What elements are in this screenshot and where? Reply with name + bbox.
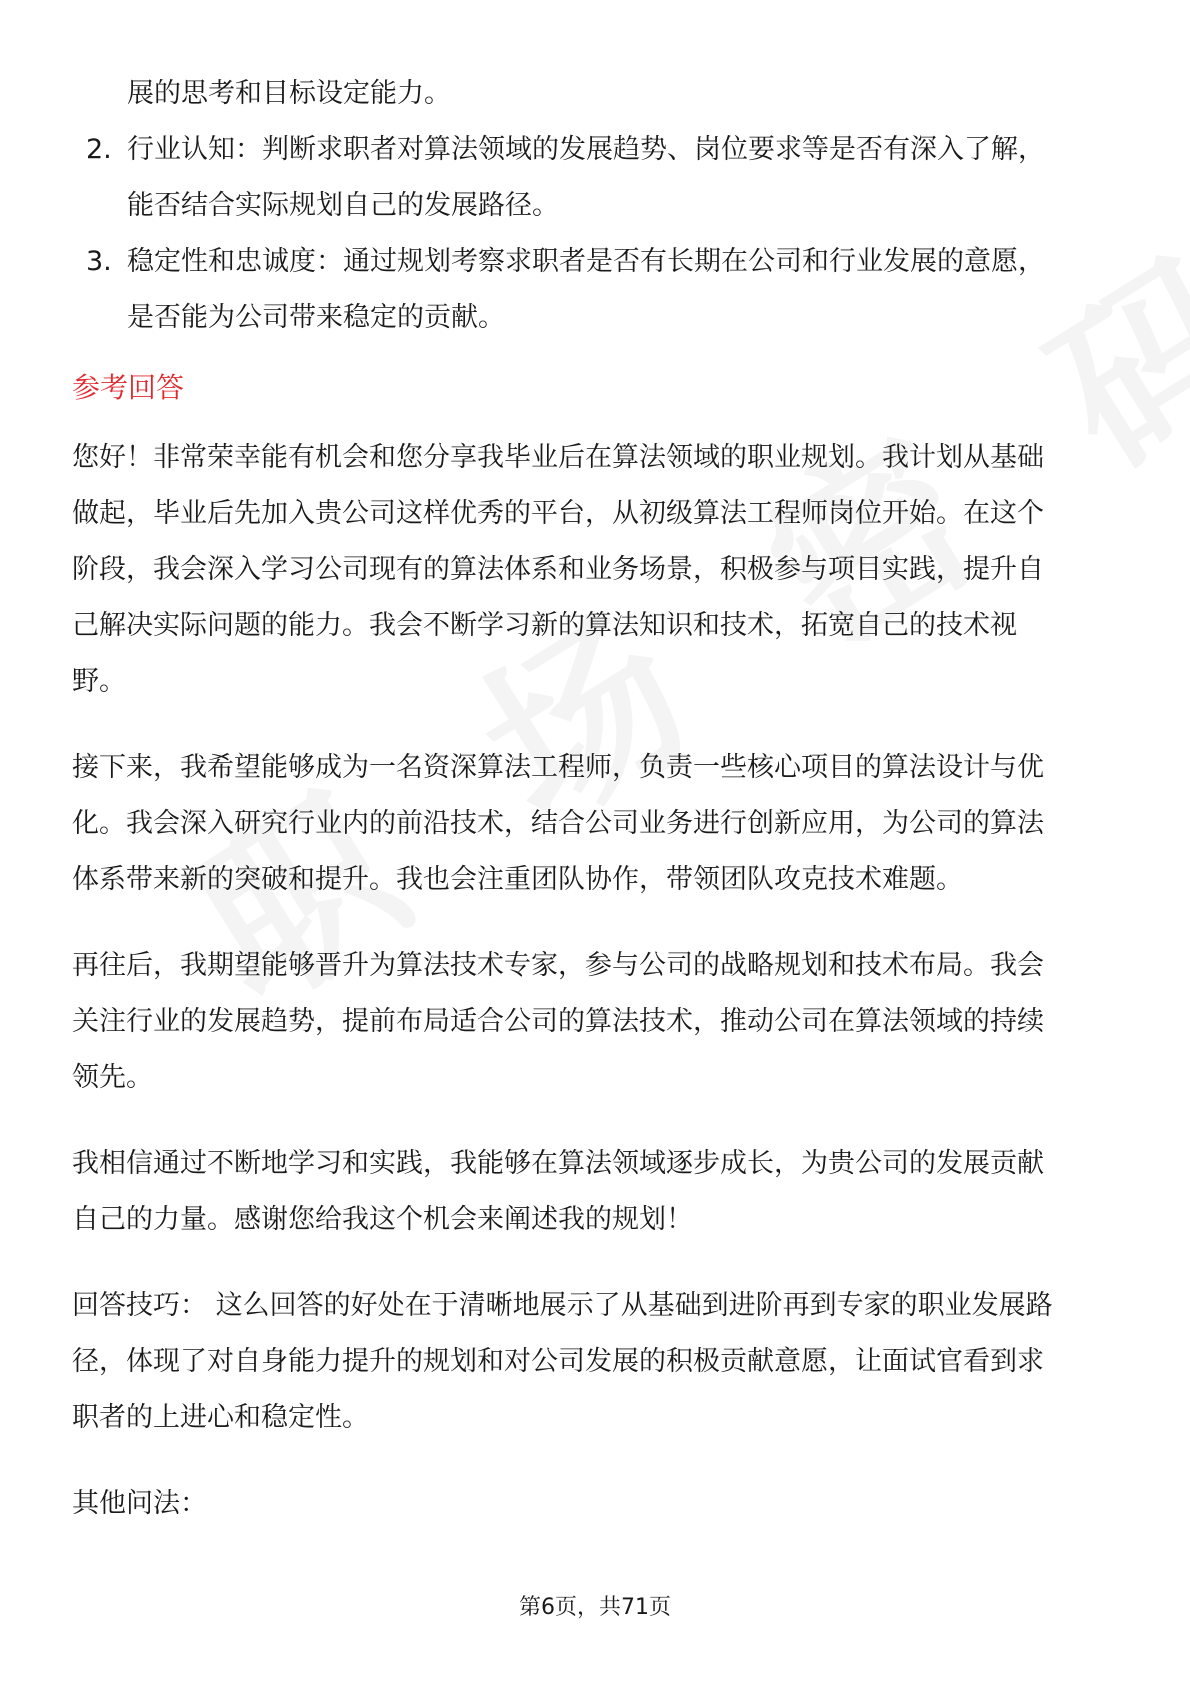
list-line: 稳定性和忠诚度：通过规划考察求职者是否有长期在公司和行业发展的意愿， [127,246,1045,277]
paragraph-line: 体系带来新的突破和提升。我也会注重团队协作，带领团队攻克技术难题。 [72,864,963,895]
list-item-text [127,234,1122,346]
list-line: 能否结合实际规划自己的发展路径。 [127,190,559,221]
paragraph-line: 化。我会深入研究行业内的前沿技术，结合公司业务进行创新应用，为公司的算法 [72,808,1044,839]
paragraph-line: 关注行业的发展趋势，提前布局适合公司的算法技术，推动公司在算法领域的持续 [72,1006,1044,1037]
paragraph-line: 回答技巧： 这么回答的好处在于清晰地展示了从基础到进阶再到专家的职业发展路 [72,1290,1053,1321]
paragraph [72,430,1122,710]
list-item-text [127,122,1122,234]
paragraph-line: 野。 [72,666,126,697]
paragraph-line: 领先。 [72,1062,153,1093]
list-item [72,234,1122,346]
answer-tip-paragraph [72,1278,1122,1446]
paragraph [72,740,1122,908]
paragraph-line: 我相信通过不断地学习和实践，我能够在算法领域逐步成长，为贵公司的发展贡献 [72,1148,1044,1179]
list-item [72,122,1122,234]
paragraph-line: 做起，毕业后先加入贵公司这样优秀的平台，从初级算法工程师岗位开始。在这个 [72,498,1044,529]
paragraph-line: 其他问法： [72,1488,207,1519]
section-heading: 参考回答 [72,371,185,404]
other-questions-label [72,1476,1122,1532]
paragraph [72,1136,1122,1248]
paragraph [72,938,1122,1106]
paragraph-line: 阶段，我会深入学习公司现有的算法体系和业务场景，积极参与项目实践，提升自 [72,554,1044,585]
list-number: 2. [86,134,112,165]
page-footer: 第6页，共71页 [519,1595,671,1620]
document-page [72,66,1122,1562]
list-continuation-text: 展的思考和目标设定能力。 [127,78,451,109]
paragraph-line: 您好！非常荣幸能有机会和您分享我毕业后在算法领域的职业规划。我计划从基础 [72,442,1044,473]
paragraph-line: 径，体现了对自身能力提升的规划和对公司发展的积极贡献意愿，让面试官看到求 [72,1346,1044,1377]
paragraph-line: 接下来，我希望能够成为一名资深算法工程师，负责一些核心项目的算法设计与优 [72,752,1044,783]
list-line: 行业认知：判断求职者对算法领域的发展趋势、岗位要求等是否有深入了解， [127,134,1045,165]
paragraph-line: 己解决实际问题的能力。我会不断学习新的算法知识和技术，拓宽自己的技术视 [72,610,1017,641]
list-line: 是否能为公司带来稳定的贡献。 [127,302,505,333]
paragraph-line: 自己的力量。感谢您给我这个机会来阐述我的规划！ [72,1204,693,1235]
list-number: 3. [86,246,112,277]
paragraph-line: 职者的上进心和稳定性。 [72,1402,369,1433]
criteria-list [72,122,1122,346]
paragraph-line: 再往后，我期望能够晋升为算法技术专家，参与公司的战略规划和技术布局。我会 [72,950,1044,981]
